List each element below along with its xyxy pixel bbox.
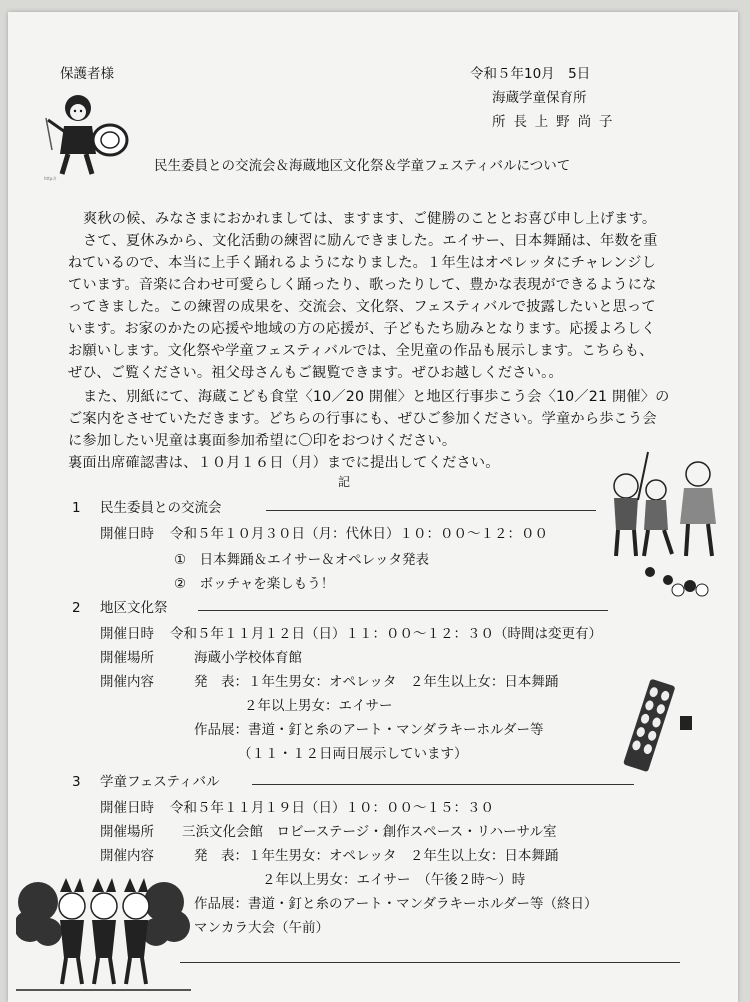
svg-text:http://: http:// (44, 176, 57, 181)
section-2-content-2: ２年以上男女：エイサー (244, 698, 393, 714)
bottom-rule (180, 962, 680, 963)
section-2-rule (198, 610, 608, 611)
section-3-content-1: 発 表：１年生男女：オペレッタ ２年生以上女：日本舞踊 (194, 848, 559, 864)
section-2-content-1: 発 表：１年生男女：オペレッタ ２年生以上女：日本舞踊 (194, 674, 559, 690)
section-1-date: 令和５年１０月３０日（月：代休日）１０：００～１２：００ (170, 526, 548, 542)
body-line: います。お家のかたの応援や地域の方の応援が、子どもたち励みとなります。応援よろしく (68, 321, 656, 337)
body-line: ってきました。この練習の成果を、交流会、文化祭、フェスティバルで披露したいと思って (68, 299, 656, 315)
section-3-title: 学童フェスティバル (100, 774, 220, 790)
eisa-drummer-illustration (40, 90, 140, 182)
document-title: 民生委員との交流会＆海蔵地区文化祭＆学童フェスティバルについて (154, 158, 571, 174)
body-line: ぜひ、ご覧ください。祖父母さんもご観覧できます。ぜひお越しください。。 (68, 365, 563, 381)
section-3-date: 令和５年１１月１９日（日）１０：００～１５：３０ (170, 800, 494, 816)
section-1-rule (266, 510, 596, 511)
body-line: さて、夏休みから、文化活動の練習に励んできました。エイサー、日本舞踊は、年数を重 (83, 233, 658, 249)
document-page (8, 12, 738, 1002)
section-3-content-4: マンカラ大会（午前） (194, 920, 329, 936)
section-3-number: 3 (72, 774, 81, 790)
ki-heading: 記 (338, 475, 351, 489)
body-line: ご案内をさせていただきます。どちらの行事にも、ぜひご参加ください。学童から歩こう会 (68, 411, 657, 427)
section-2-date-label: 開催日時 (100, 626, 154, 642)
section-2-place: 海蔵小学校体育館 (194, 650, 302, 666)
director-name: 所 長 上 野 尚 子 (492, 114, 615, 130)
body-line: に参加したい児童は裏面参加希望に〇印をおつけください。 (68, 433, 457, 449)
section-2-number: 2 (72, 600, 81, 616)
section-3-date-label: 開催日時 (100, 800, 154, 816)
section-3-rule (252, 784, 634, 785)
body-line: お願いします。文化祭や学童フェスティバルでは、全児童の作品も展示します。こちらも、 (68, 343, 654, 359)
body-line: ています。音楽に合わせ可愛らしく踊ったり、歌ったりして、豊かな表現ができるようにな (68, 277, 657, 293)
section-2-content-4: （１１・１２日両日展示しています） (238, 746, 468, 762)
section-2-content-3: 作品展：書道・釘と糸のアート・マンダラキーホルダー等 (194, 722, 544, 738)
section-3-content-label: 開催内容 (100, 848, 154, 864)
mancala-board-illustration (618, 676, 698, 776)
section-1-item-2: ② ボッチャを楽しもう！ (174, 576, 335, 592)
recipient: 保護者様 (60, 66, 114, 82)
section-2-date: 令和５年１１月１２日（日）１１：００～１２：３０（時間は変更有） (170, 626, 602, 642)
section-1-number: 1 (72, 500, 81, 516)
children-playing-illustration (594, 444, 734, 604)
body-line: ねているので、本当に上手く踊れるようになりました。１年生はオペレッタにチャレンジし (68, 255, 656, 271)
issue-date: 令和５年10月 5日 (470, 66, 591, 82)
section-2-content-label: 開催内容 (100, 674, 154, 690)
section-2-place-label: 開催場所 (100, 650, 154, 666)
section-3-content-2: ２年以上男女：エイサー （午後２時～）時 (262, 872, 526, 888)
section-1-date-label: 開催日時 (100, 526, 154, 542)
section-3-place: 三浜文化会館 ロビーステージ・創作スペース・リハーサル室 (182, 824, 557, 840)
body-line: 爽秋の候、みなさまにおかれましては、ますます、ご健勝のこととお喜び申し上げます。 (83, 211, 657, 227)
dancing-children-illustration (16, 872, 191, 1000)
body-line: また、別紙にて、海蔵こども食堂〈10／20 開催〉と地区行事歩こう会〈10／21 開催〉の (83, 389, 670, 405)
section-1-item-1: ① 日本舞踊＆エイサー＆オペレッタ発表 (174, 552, 429, 568)
section-1-title: 民生委員との交流会 (100, 500, 222, 516)
body-line: 裏面出席確認書は、１０月１６日（月）までに提出してください。 (68, 455, 500, 471)
section-3-place-label: 開催場所 (100, 824, 154, 840)
organization-name: 海蔵学童保育所 (492, 90, 587, 106)
section-3-content-3: 作品展：書道・釘と糸のアート・マンダラキーホルダー等（終日） (194, 896, 598, 912)
section-2-title: 地区文化祭 (100, 600, 168, 616)
